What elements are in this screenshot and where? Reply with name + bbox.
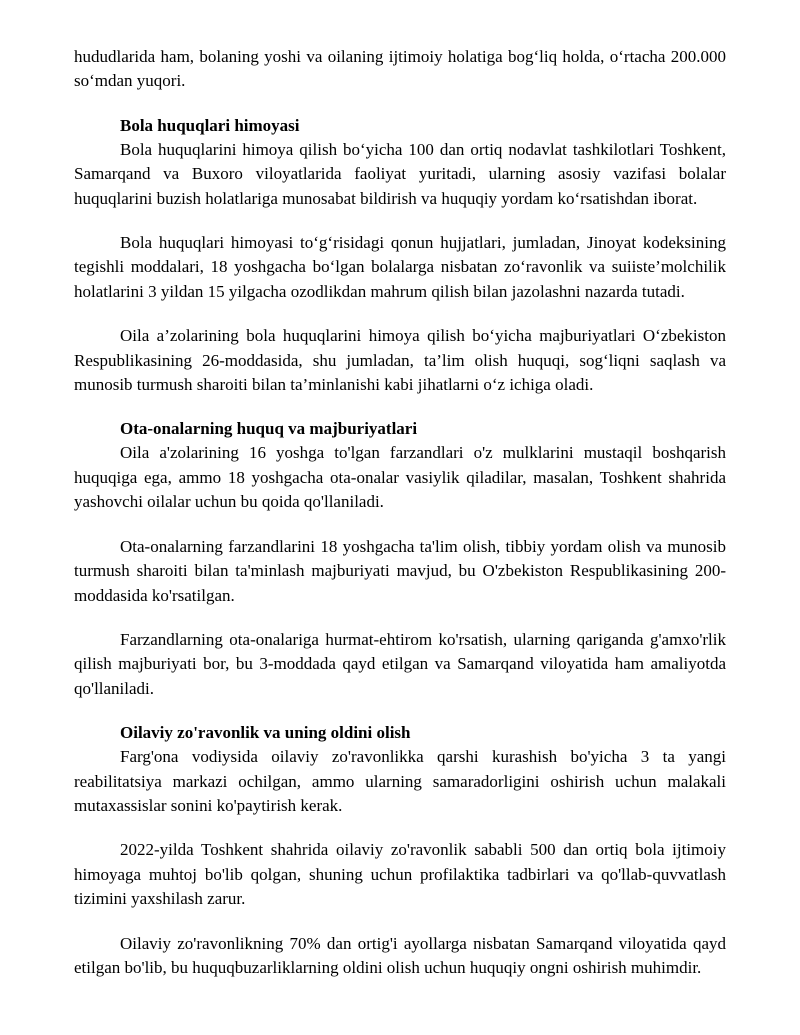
paragraph: Oila a’zolarining bola huquqlarini himoya qilish bo‘yicha majburiyatlari O‘zbekiston Respublikasining 26-moddasida, shu jumladan, ta’lim olish huquqi, sog‘liqni saqlash va munosib turmush sharoiti bilan ta’minlanishi kabi jihatlarni o‘z ichiga oladi. bbox=[74, 326, 726, 395]
paragraph: Bola huquqlarini himoya qilish bo‘yicha 100 dan ortiq nodavlat tashkilotlari Toshkent, Samarqand va Buxoro viloyatlarida faoliyat yuritadi, ularning asosiy vazifasi bolalar huquqlarini buzish holatlariga munosabat bildirish va huquqiy yordam ko‘rsatishdan iborat. bbox=[74, 139, 726, 208]
paragraph: 2022-yilda Toshkent shahrida oilaviy zo'ravonlik sababli 500 dan ortiq bola ijtimoiy himoyaga muhtoj bo'lib qolgan, shuning uchun profilaktika tadbirlari va qo'llab-quvvatlash tizimini yaxshilash zarur. bbox=[74, 840, 726, 909]
paragraph: Oila a'zolarining 16 yoshga to'lgan farzandlari o'z mulklarini mustaqil boshqarish huquqiga ega, ammo 18 yoshgacha ota-onalar vasiylik qiladilar, masalan, Toshkent shahrida yashovchi oilalar uchun bu qoida qo'llaniladi. bbox=[74, 443, 726, 512]
section-heading-domestic-violence: Oilaviy zo'ravonlik va uning oldini olish bbox=[120, 723, 411, 743]
paragraph: Ota-onalarning farzandlarini 18 yoshgacha ta'lim olish, tibbiy yordam olish va munosib turmush sharoiti bilan ta'minlash majburiyati mavjud, bu O'zbekiston Respublikasining 200-moddasida ko'rsatilgan. bbox=[74, 536, 726, 605]
section-heading-parents-rights: Ota-onalarning huquq va majburiyatlari bbox=[120, 419, 418, 439]
document-page bbox=[74, 45, 726, 980]
paragraph: Farzandlarning ota-onalariga hurmat-ehtirom ko'rsatish, ularning qariganda g'amxo'rlik qilish majburiyati bor, bu 3-moddada qayd etilgan va Samarqand viloyatida ham amaliyotda qo'llaniladi. bbox=[74, 629, 726, 698]
paragraph: Farg'ona vodiysida oilaviy zo'ravonlikka qarshi kurashish bo'yicha 3 ta yangi reabilitatsiya markazi ochilgan, ammo ularning samaradorligini oshirish uchun malakali mutaxassislar sonini ko'paytirish kerak. bbox=[74, 747, 726, 815]
section-heading-child-rights: Bola huquqlari himoyasi bbox=[120, 115, 300, 135]
paragraph: Bola huquqlari himoyasi to‘g‘risidagi qonun hujjatlari, jumladan, Jinoyat kodeksining tegishli moddalari, 18 yoshgacha bo‘lgan bolalarga nisbatan zo‘ravonlik va suiiste’molchilik holatlarini 3 yildan 15 yilgacha ozodlikdan mahrum qilish bilan jazolashni nazarda tutadi. bbox=[74, 233, 726, 301]
paragraph: Oilaviy zo'ravonlikning 70% dan ortig'i ayollarga nisbatan Samarqand viloyatida qayd etilgan bo'lib, bu huquqbuzarliklarning oldini olish uchun huquqiy ongni oshirish muhimdir. bbox=[74, 933, 726, 977]
intro-paragraph: hududlarida ham, bolaning yoshi va oilaning ijtimoiy holatiga bog‘liq holda, o‘rtacha 200.000 so‘mdan yuqori. bbox=[74, 47, 726, 91]
